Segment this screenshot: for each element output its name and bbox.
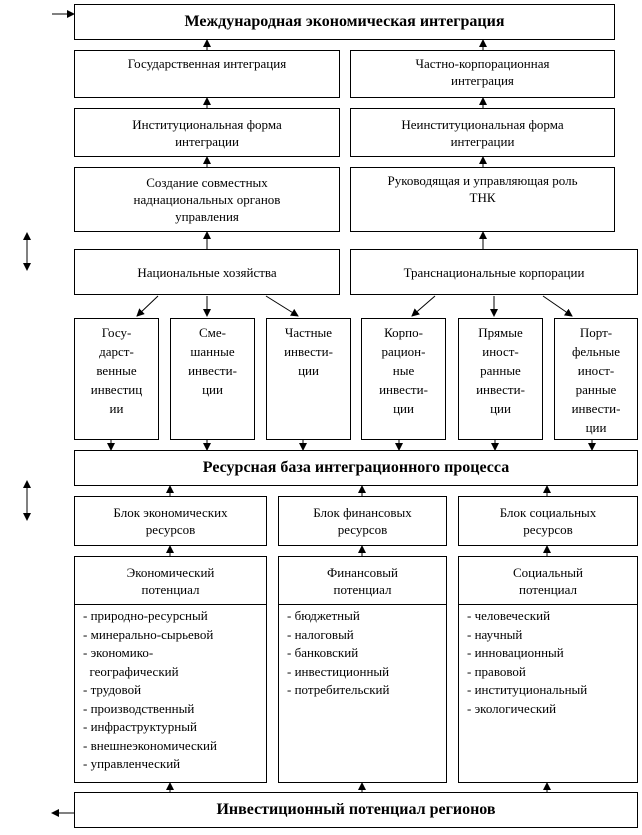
- investment-text: Порт- фельные иност- ранные инвести- ции: [571, 325, 621, 435]
- tnc-role-text: Руководящая и управляющая роль ТНК: [387, 173, 578, 205]
- list-item: - правовой: [467, 663, 526, 679]
- tnc-role-box: [350, 167, 615, 232]
- investment-box: [266, 318, 351, 440]
- potential-box: [278, 556, 447, 783]
- investment-text: Частные инвести- ции: [284, 325, 333, 378]
- list-item-text: человеческий: [474, 608, 551, 623]
- list-item: - инфраструктурный: [83, 719, 197, 734]
- list-item-text: инвестиционный: [294, 663, 390, 679]
- potential-title: [75, 557, 266, 605]
- investment-box: [74, 318, 159, 440]
- list-item: - внешнеэкономический: [83, 737, 217, 753]
- transnational-corps-box: [350, 249, 638, 295]
- potential-title-text: Финансовый потенциал: [326, 564, 398, 597]
- list-item-text: экономико- географический: [89, 645, 179, 679]
- list-item-text: производственный: [90, 700, 195, 716]
- resource-base-text: Ресурсная база интеграционного процесса: [202, 459, 510, 476]
- investment-box: [170, 318, 255, 440]
- list-item-text: внешнеэкономический: [90, 737, 217, 753]
- institutional-form-box: [74, 108, 340, 157]
- title-box: [74, 4, 615, 40]
- list-item-text: институциональный: [474, 682, 588, 697]
- list-item-text: экологический: [474, 700, 557, 716]
- block-text: Блок социальных ресурсов: [499, 505, 597, 537]
- bottom-text: Инвестиционный потенциал регионов: [216, 801, 496, 818]
- list-item: - потребительский: [287, 682, 390, 697]
- list-item-text: банковский: [294, 645, 359, 660]
- list-item: - трудовой: [83, 682, 142, 697]
- list-item: - научный: [467, 626, 523, 642]
- list-item-text: научный: [474, 626, 523, 642]
- block-box: [278, 496, 447, 546]
- list-item: - минерально-сырьевой: [83, 626, 214, 642]
- potential-title: [279, 557, 446, 605]
- joint-bodies-text: Создание совместных наднациональных органов управления: [133, 175, 281, 224]
- potential-title-text: Экономический потенциал: [126, 564, 215, 597]
- potential-list: [75, 604, 266, 777]
- list-item: - институциональный: [467, 682, 588, 697]
- list-item-text: бюджетный: [294, 608, 360, 623]
- list-item-text: налоговый: [294, 626, 354, 642]
- resource-base-box: [74, 450, 638, 486]
- state-integration-text: Государственная интеграция: [127, 56, 287, 71]
- potential-list: [459, 604, 637, 721]
- investment-text: Госу- дарст- венные инвестиц ии: [90, 325, 143, 416]
- potential-box: [74, 556, 267, 783]
- block-text: Блок финансовых ресурсов: [313, 505, 412, 537]
- investment-text: Сме- шанные инвести- ции: [188, 325, 237, 397]
- list-item-text: природно-ресурсный: [90, 608, 208, 623]
- list-item-text: управленческий: [90, 756, 181, 771]
- list-item: - природно-ресурсный: [83, 608, 208, 623]
- national-economies-text: Национальные хозяйства: [137, 264, 277, 280]
- block-text: Блок экономических ресурсов: [113, 505, 228, 537]
- list-item: - банковский: [287, 645, 359, 660]
- block-box: [458, 496, 638, 546]
- list-item: - бюджетный: [287, 608, 360, 623]
- list-item-text: инновационный: [474, 645, 564, 660]
- list-item: - инвестиционный: [287, 663, 390, 679]
- national-economies-box: [74, 249, 340, 295]
- title-text: Международная экономическая интеграция: [184, 13, 505, 30]
- block-box: [74, 496, 267, 546]
- potential-title-text: Социальный потенциал: [512, 564, 584, 597]
- list-item-text: правовой: [474, 663, 526, 679]
- transnational-corps-text: Транснациональные корпорации: [403, 264, 585, 280]
- list-item: - человеческий: [467, 608, 551, 623]
- private-integration-text: Частно-корпорационная интеграция: [415, 56, 550, 88]
- list-item: - инновационный: [467, 645, 564, 660]
- list-item: - управленческий: [83, 756, 181, 771]
- list-item-text: трудовой: [90, 682, 142, 697]
- investment-text: Корпо- рацион- ные инвести- ции: [379, 325, 428, 416]
- investment-box: [554, 318, 638, 440]
- list-item-text: инфраструктурный: [90, 719, 197, 734]
- noninstitutional-form-box: [350, 108, 615, 157]
- investment-text: Прямые иност- ранные инвести- ции: [476, 325, 525, 416]
- potential-box: [458, 556, 638, 783]
- list-item: - экологический: [467, 700, 557, 716]
- list-item: - экономико- географический: [83, 645, 179, 679]
- joint-bodies-box: [74, 167, 340, 232]
- list-item-text: потребительский: [294, 682, 390, 697]
- potential-list: [279, 604, 446, 703]
- private-integration-box: [350, 50, 615, 98]
- investment-box: [458, 318, 543, 440]
- institutional-form-text: Институциональная форма интеграции: [132, 116, 282, 149]
- investment-box: [361, 318, 446, 440]
- list-item-text: минерально-сырьевой: [90, 626, 214, 642]
- noninstitutional-form-text: Неинституциональная форма интеграции: [401, 116, 564, 149]
- potential-title: [459, 557, 637, 605]
- bottom-box: [74, 792, 638, 828]
- list-item: - налоговый: [287, 626, 354, 642]
- list-item: - производственный: [83, 700, 195, 716]
- state-integration-box: [74, 50, 340, 98]
